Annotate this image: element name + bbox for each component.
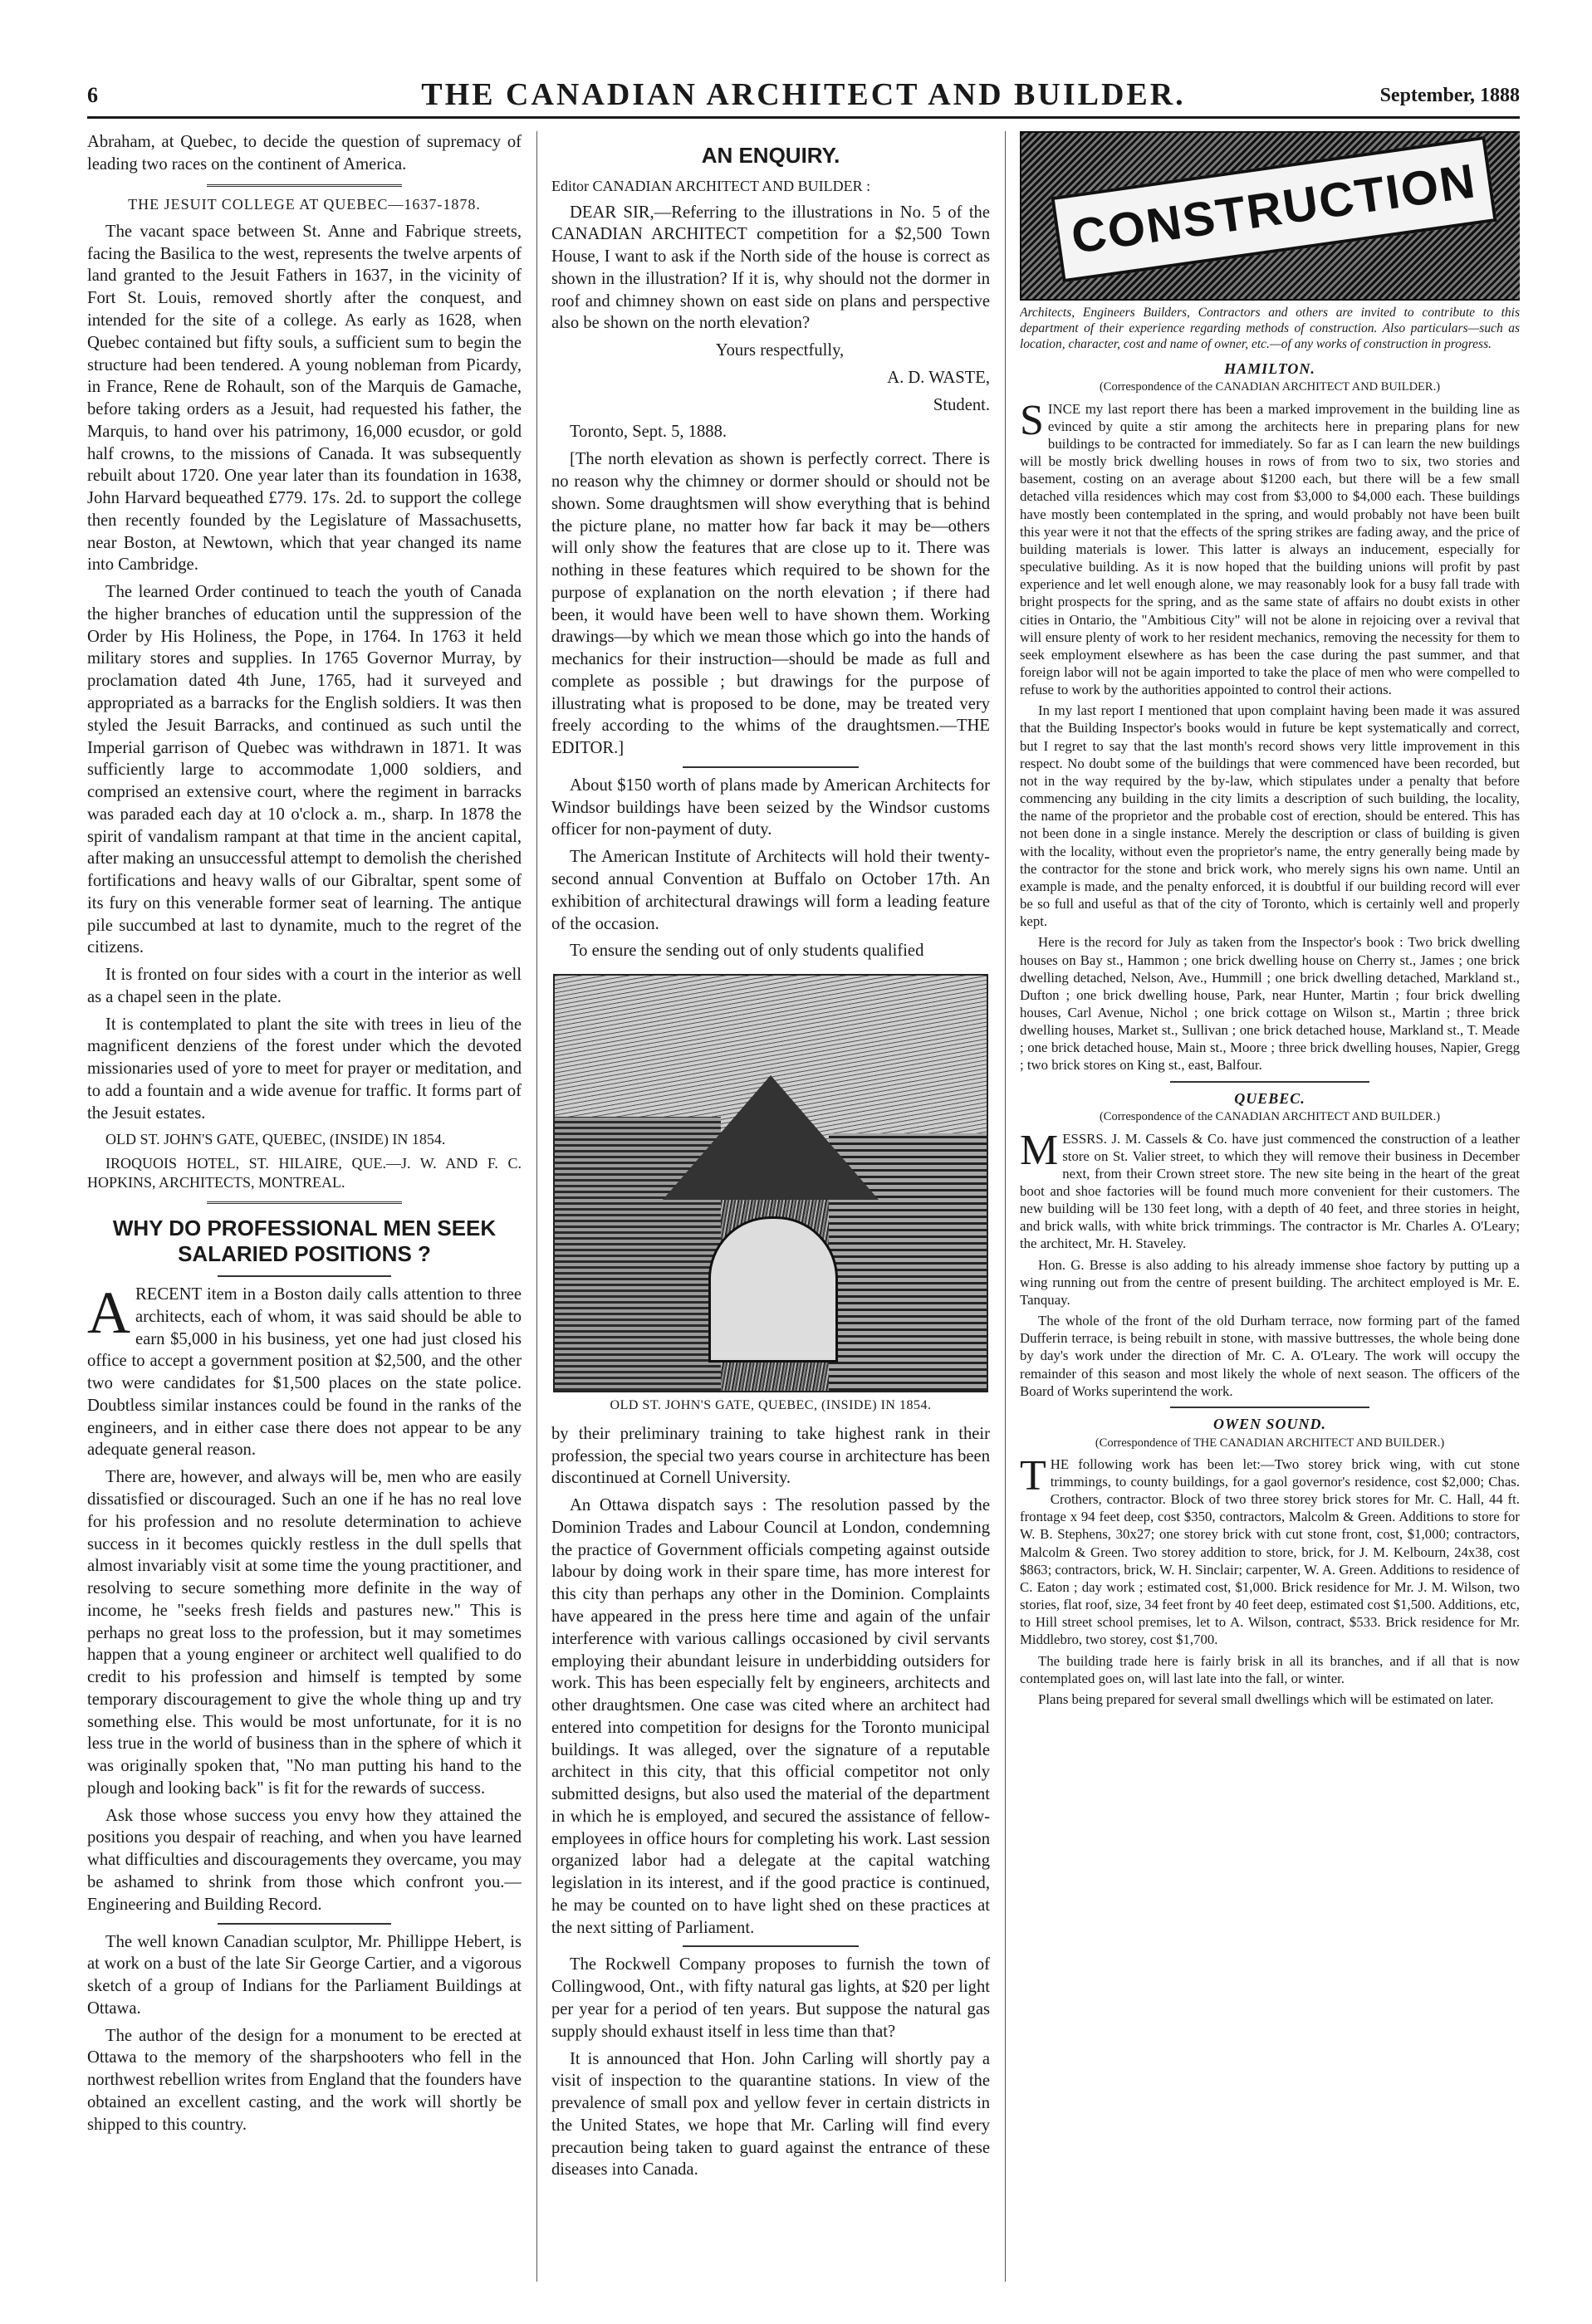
construction-banner-note: Architects, Engineers Builders, Contractors and others are invited to contribute to this department of their experience regarding methods of construction. Also particulars—such as location, character, cost and name of owner, etc.—of any works of construction in progress. (1020, 306, 1520, 351)
paragraph: The learned Order continued to teach the youth of Canada the higher branches of education until the suppression of the Order by His Holiness, the Pope, in 1764. In 1763 it held military stores and supplies. In 1765 Governor Murray, by proclamation dated 4th June, 1765, had it surveyed and appropriated as a barracks for the English soldiers. It was then styled the Jesuit Barracks, and continued as such until the Imperial garrison of Quebec was withdrawn in 1871. It was sufficiently large to accommodate 1,000 soldiers, and comprised an extensive court, where the regiment in barracks was paraded each day at 10 o'clock a. m., sharp. In 1878 the spirit of vandalism rampant at that time in the ancient capital, after making an unsuccessful attempt to demolish the cherished fortifications and heavy walls of our Gibraltar, spent some of its fury on this venerable former seat of learning. The antique pile succumbed at last to dynamite, much to the regret of the citizens. (87, 583, 522, 957)
divider (1170, 1407, 1370, 1408)
letter-signature: A. D. WASTE, (887, 368, 990, 387)
divider (207, 184, 402, 187)
paragraph: There are, however, and always will be, men who are easily dissatisfied or discouraged. Such an one if he has no real love for his profession and no resolute determination to achieve success in it becomes quickly restless in the dull spells that almost invariably visit at some time the young practitioner, and resolving to secure something more definite in the way of income, he "seeks fresh fields and pastures new." This is perhaps no great loss to the profession, but it may sometimes happen that a young engineer or architect well qualified to do credit to his profession and himself is tempted by some temporary discouragement to give the whole thing up and try something else. This would be most unfortunate, for it is no less true in the world of business than in the sphere of which it was originally spoken that, "No man putting his hand to the plough and looking back" is fit for the rewards of success. (87, 1468, 522, 1798)
construction-banner-title: CONSTRUCTION (1051, 136, 1496, 282)
paragraph: The well known Canadian sculptor, Mr. Phillippe Hebert, is at work on a bust of the late Sir George Cartier, and a vigorous sketch of a group of Indians for the Parliament Buildings at Ottawa. (87, 1932, 522, 2018)
paragraph: The vacant space between St. Anne and Fabrique streets, facing the Basilica to the west, represents the twelve arpents of land granted to the Jesuit Fathers in 1637, in the vicinity of Fort St. Louis, removed shortly after the conquest, and intended for the site of a college. As early as 1628, when Quebec contained but fifty souls, a sufficient sum to begin the structure had been tendered. A young nobleman from Picardy, in France, Rene de Rohault, son of the Marquis de Gamache, before taking orders as a Jesuit, had requested his father, the Marquis, to hand over his patrimony, 16,000 ecusdor, or gold half crowns, to the missions of Canada. It was subsequently rebuilt about 1720. One year later than its foundation in 1638, John Harvard bequeathed £779. 17s. 2d. to support the college then recently founded by the Legislature of Massachusetts, near Boston, at Newtown, which that year changed its name into Cambridge. (87, 222, 522, 575)
paragraph: In my last report I mentioned that upon complaint having been made it was assured that the Building Inspector's books would in future be kept systematically and correct, but I regret to say that the last month's record shows very little improvement in this respect. No doubt some of the buildings that were commenced have been recorded, but not in the way required by the by-law, which stipulates under a penalty that before commencing any building in the city limits a description of such building, the locality, the name of the proprietor and the probable cost of erection, should be entered. This has not been done in a single instance. Merely the description or class of building is given with the locality, without even the proprietor's name, the entry generally being made by the contractor for the stone and brick work, who merely signs his own name. Until an example is made, and the penalty enforced, it is doubtful if our building record will ever be so full and useful as that of the city of Toronto, which is certainly well and properly kept. (1020, 702, 1520, 930)
letter-closing: Yours respectfully, (715, 341, 845, 360)
issue-date: September, 1888 (1379, 85, 1520, 106)
plate-caption: IROQUOIS HOTEL, ST. HILAIRE, QUE.—J. W. AND F. C. HOPKINS, ARCHITECTS, MONTREAL. (87, 1154, 522, 1191)
divider (218, 1923, 391, 1925)
paragraph: Here is the record for July as taken from the Inspector's book : Two brick dwelling houses on Bay st., Hammon ; one brick dwelling house on Cherry st., James ; one brick dwelling detached, Nelson, Ave., Hummill ; one brick dwelling detached, Markland st., Dufton ; one brick dwelling house, Park, near Hunter, Martin ; four brick dwelling houses, Carl Avenue, Nichol ; one brick cottage on Wilson st., Martin ; three brick dwelling houses, Market st., Sullivan ; one brick detached house, Markland st., T. Meade ; one brick detached house, Main st., Moore ; three brick dwelling houses, Napier, Gregg ; two brick stores on King st., east, Balfour. (1020, 934, 1520, 1074)
paragraph: It is fronted on four sides with a court in the interior as well as a chapel seen in the plate. (87, 966, 522, 1006)
paragraph: ARECENT item in a Boston daily calls attention to three architects, each of whom, it was said should be able to earn $5,000 in his business, yet one had just closed his office to accept a government position at $2,500, and the other two were candidates for $1,500 places on the state police. Doubtless similar instances could be found in the ranks of the engineers, and in either case there does not appear to be any adequate general reason. (87, 1279, 522, 1460)
correspondence-line: (Correspondence of the CANADIAN ARCHITECT AND BUILDER.) (1099, 1110, 1441, 1124)
divider (1170, 1081, 1370, 1083)
column-middle (551, 131, 990, 2282)
column-rule (1005, 131, 1006, 2282)
correspondence-line: (Correspondence of THE CANADIAN ARCHITECT AND BUILDER.) (1095, 1436, 1445, 1450)
salaried-positions-heading: WHY DO PROFESSIONAL MEN SEEK SALARIED POSITIONS ? (112, 1215, 497, 1266)
paragraph: An Ottawa dispatch says : The resolution passed by the Dominion Trades and Labour Council at London, condemning the practice of Government officials competing against outside labour by doing work in their spare time, has more interest for this city than perhaps any other in the Dominion. Complaints have appeared in the press here time and again of the unfair interference with various callings occasioned by civil servants employing their abundant leisure in underbidding outsiders for work. This has been especially felt by engineers, architects and other draughtsmen. One case was cited where an architect had entered into competition for designs for the Toronto municipal buildings. It was alleged, over the signature of a reputable architect in this city, that this official competitor not only submitted designs, but also used the material of the department in which he is employed, and secured the assistance of fellow-employees in office hours for completing his work. Last session organized labor had a delegate at the capital watching legislation in its interest, and if the good practice is continued, he may be counted on to have light shed on these practices at the next sitting of Parliament. (551, 1496, 990, 1937)
correspondence-line: (Correspondence of the CANADIAN ARCHITECT AND BUILDER.) (1099, 380, 1441, 394)
paragraph: by their preliminary training to take highest rank in their profession, the special two years course in architecture has been discontinued at Cornell University. (551, 1424, 990, 1488)
paragraph: To ensure the sending out of only students qualified (570, 942, 924, 961)
masthead-title: THE CANADIAN ARCHITECT AND BUILDER. (421, 77, 1186, 112)
paragraph: The American Institute of Architects will hold their twenty-second annual Convention at Buffalo on October 17th. An exhibition of architectural drawings will form a leading feature of the occasion. (551, 848, 990, 933)
drop-cap: T (1020, 1451, 1046, 1500)
drop-cap: A (87, 1279, 130, 1347)
quebec-heading: QUEBEC. (1234, 1089, 1305, 1107)
jesuit-college-heading: THE JESUIT COLLEGE AT QUEBEC—1637-1878. (128, 195, 481, 213)
paragraph: The author of the design for a monument to be erected at Ottawa to the memory of the sharpshooters who fell in the northwest rebellion writes from England that the founders have obtained an excellent casting, and the work will shortly be shipped to this country. (87, 2026, 522, 2134)
paragraph: The whole of the front of the old Durham terrace, now forming part of the famed Dufferin terrace, is being rebuilt in stone, with massive buttresses, the whole being done by day's work under the direction of Mr. C. A. O'Leary. The work will occupy the remainder of this season and most likely the whole of next season. The officers of the Board of Works superintend the work. (1020, 1313, 1520, 1399)
letter-place-date: Toronto, Sept. 5, 1888. (570, 423, 727, 442)
paragraph: Plans being prepared for several small dwellings which will be estimated on later. (1038, 1690, 1494, 1707)
paragraph: Ask those whose success you envy how they attained the positions you despair of reaching, and when you have learned what difficulties and discouragements they overcame, you may be ashamed to shrink from those which confront you.—Engineering and Building Record. (87, 1806, 522, 1914)
page-number: 6 (87, 83, 98, 107)
intro-paragraph: Abraham, at Quebec, to decide the question of supremacy of leading two races on the continent of America. (87, 133, 522, 174)
column-left (87, 131, 522, 2282)
page-header (87, 71, 1520, 119)
paragraph: It is contemplated to plant the site with trees in lieu of the magnificent denziens of the forest under which the devoted missionaries used of yore to meet for prayer or meditation, and to add a fountain and a wide avenue for traffic. It forms part of the Jesuit estates. (87, 1015, 522, 1123)
paragraph: The building trade here is fairly brisk in all its branches, and if all that is now contemplated goes on, will last late into the fall, or winter. (1020, 1652, 1520, 1686)
plate-caption: OLD ST. JOHN'S GATE, QUEBEC, (INSIDE) IN 1854. (105, 1130, 446, 1147)
divider (207, 1201, 402, 1204)
st-johns-gate-engraving (553, 974, 988, 1392)
drop-cap: M (1020, 1126, 1059, 1174)
construction-banner (1020, 131, 1520, 301)
paragraph: MESSRS. J. M. Cassels & Co. have just commenced the construction of a leather store on St. Valier street, to which they will remove their business in December next, from their Crown street store. The new site being in the heart of the great boot and shoe factories will be found much more convenient for their customers. The new building will be 130 feet long, with a depth of 40 feet, and three stories in height, and brick walls, with white brick trimmings. The contractor is Mr. Charles A. O'Leary; the architect, Mr. H. Staveley. (1020, 1126, 1520, 1252)
letter-signature-role: Student. (933, 395, 990, 414)
column-right (1020, 131, 1520, 2282)
paragraph: It is announced that Hon. John Carling will shortly pay a visit of inspection to the quarantine stations. In view of the prevalence of small pox and yellow fever in certain districts in the United States, we hope that Mr. Carling will find every precaution being taken to guard against the entrance of these diseases into Canada. (551, 2049, 990, 2180)
paragraph: SINCE my last report there has been a marked improvement in the building line as evinced by quite a stir among the architects here in preparing plans for new buildings to be contracted for immediately. So far as I can learn the new buildings will be mostly brick dwelling houses in rows of from two to six, two stories and basement, costing on an average about $1200 each, but there will be a few small detached villa residences which may cost from $3,000 to $4,000 each. These buildings have mostly been contemplated in the spring, and would probably not have been built this year were it not that the effects of the spring strikes are fading away, and the price of building materials is lower. This latter is always an inducement, especially for speculative building. As it is now hoped that the building unions will profit by past experience and let well enough alone, we may reasonably look for a busy fall trade with bright prospects for the spring, and as the same state of affairs no doubt exists in other cities in Ontario, the "Ambitious City" will not be alone in rejoicing over a revival that will ensure plenty of work to her resident mechanics, removing the necessity for them to seek employment elsewhere as has been the case during the past summer, and that foreign labor will not be again imported to take the place of men who were compelled to refuse to work by the authorities appointed to control their actions. (1020, 396, 1520, 698)
paragraph: DEAR SIR,—Referring to the illustrations in No. 5 of the CANADIAN ARCHITECT competition for a $2,500 Town House, I want to ask if the North side of the house is correct as shown in the illustration? If it is, why should not the dormer in roof and chimney shown on east side on plans and perspective also be shown on the north elevation? (551, 203, 990, 333)
paragraph: Hon. G. Bresse is also adding to his already immense shoe factory by putting up a wing running out from the centre of present building. The architect employed is Mr. E. Tanquay. (1020, 1256, 1520, 1308)
column-rule (536, 131, 537, 2282)
engraving-caption: OLD ST. JOHN'S GATE, QUEBEC, (INSIDE) IN 1854. (610, 1398, 932, 1413)
paragraph: The Rockwell Company proposes to furnish the town of Collingwood, Ont., with fifty natural gas lights, at $20 per light per year for a period of ten years. But suppose the natural gas supply should exhaust itself in less time than that? (551, 1955, 990, 2041)
owen-sound-heading: OWEN SOUND. (1212, 1415, 1326, 1432)
enquiry-heading: AN ENQUIRY. (701, 143, 840, 168)
paragraph: About $150 worth of plans made by American Architects for Windsor buildings have been seized by the Windsor customs officer for non-payment of duty. (551, 775, 990, 839)
divider (683, 1945, 858, 1947)
letter-salutation: Editor CANADIAN ARCHITECT AND BUILDER : (551, 178, 871, 195)
hamilton-heading: HAMILTON. (1224, 360, 1315, 377)
divider (218, 1275, 391, 1277)
editor-note: [The north elevation as shown is perfectly correct. There is no reason why the chimney or dormer should or should not be shown. Some draughtsmen will show everything that is behind the picture plane, no matter how far back it may be—others will only show the features that are close up to it. There was nothing in these features which required to be shown for the purpose of explanation on the north elevation ; if there had been, it would have been well to have shown them. Working drawings—by which we mean those which go into the hands of mechanics for their instruction—should be made as full and complete as possible ; but drawings for the purpose of illustrating what is proposed to be done, may be treated very freely according to the whims of the draughtsmen.—THE EDITOR.] (551, 450, 990, 758)
paragraph: THE following work has been let:—Two storey brick wing, with cut stone trimmings, to county buildings, for a gaol governor's residence, cost $2,000; Chas. Crothers, contractor. Block of two three storey brick stores for Mr. C. Hall, 44 ft. frontage x 94 feet deep, cost $350, contractors, Malcolm & Green. Additions to store for W. B. Stephens, 30x27; one storey brick with cut stone front, cost, $1,000; contractors, Malcolm & Green. Two storey addition to store, brick, for J. M. Kelbourn, 24x38, cost $863; contractors, brick, W. H. Sinclair; carpenter, W. A. Green. Additions to residence of C. Eaton ; day work ; estimated cost, $1,000. Brick residence for Mr. J. M. Wilson, two stories, flat roof, size, 34 feet front by 40 feet deep, estimated cost $1,500. Additions, etc, to Hill street school premises, let to A. Wilson, contract, $533. Brick residence for Mr. Middlebro, two storey, cost $1,700. (1020, 1451, 1520, 1648)
divider (683, 766, 858, 768)
drop-cap: S (1020, 396, 1044, 444)
